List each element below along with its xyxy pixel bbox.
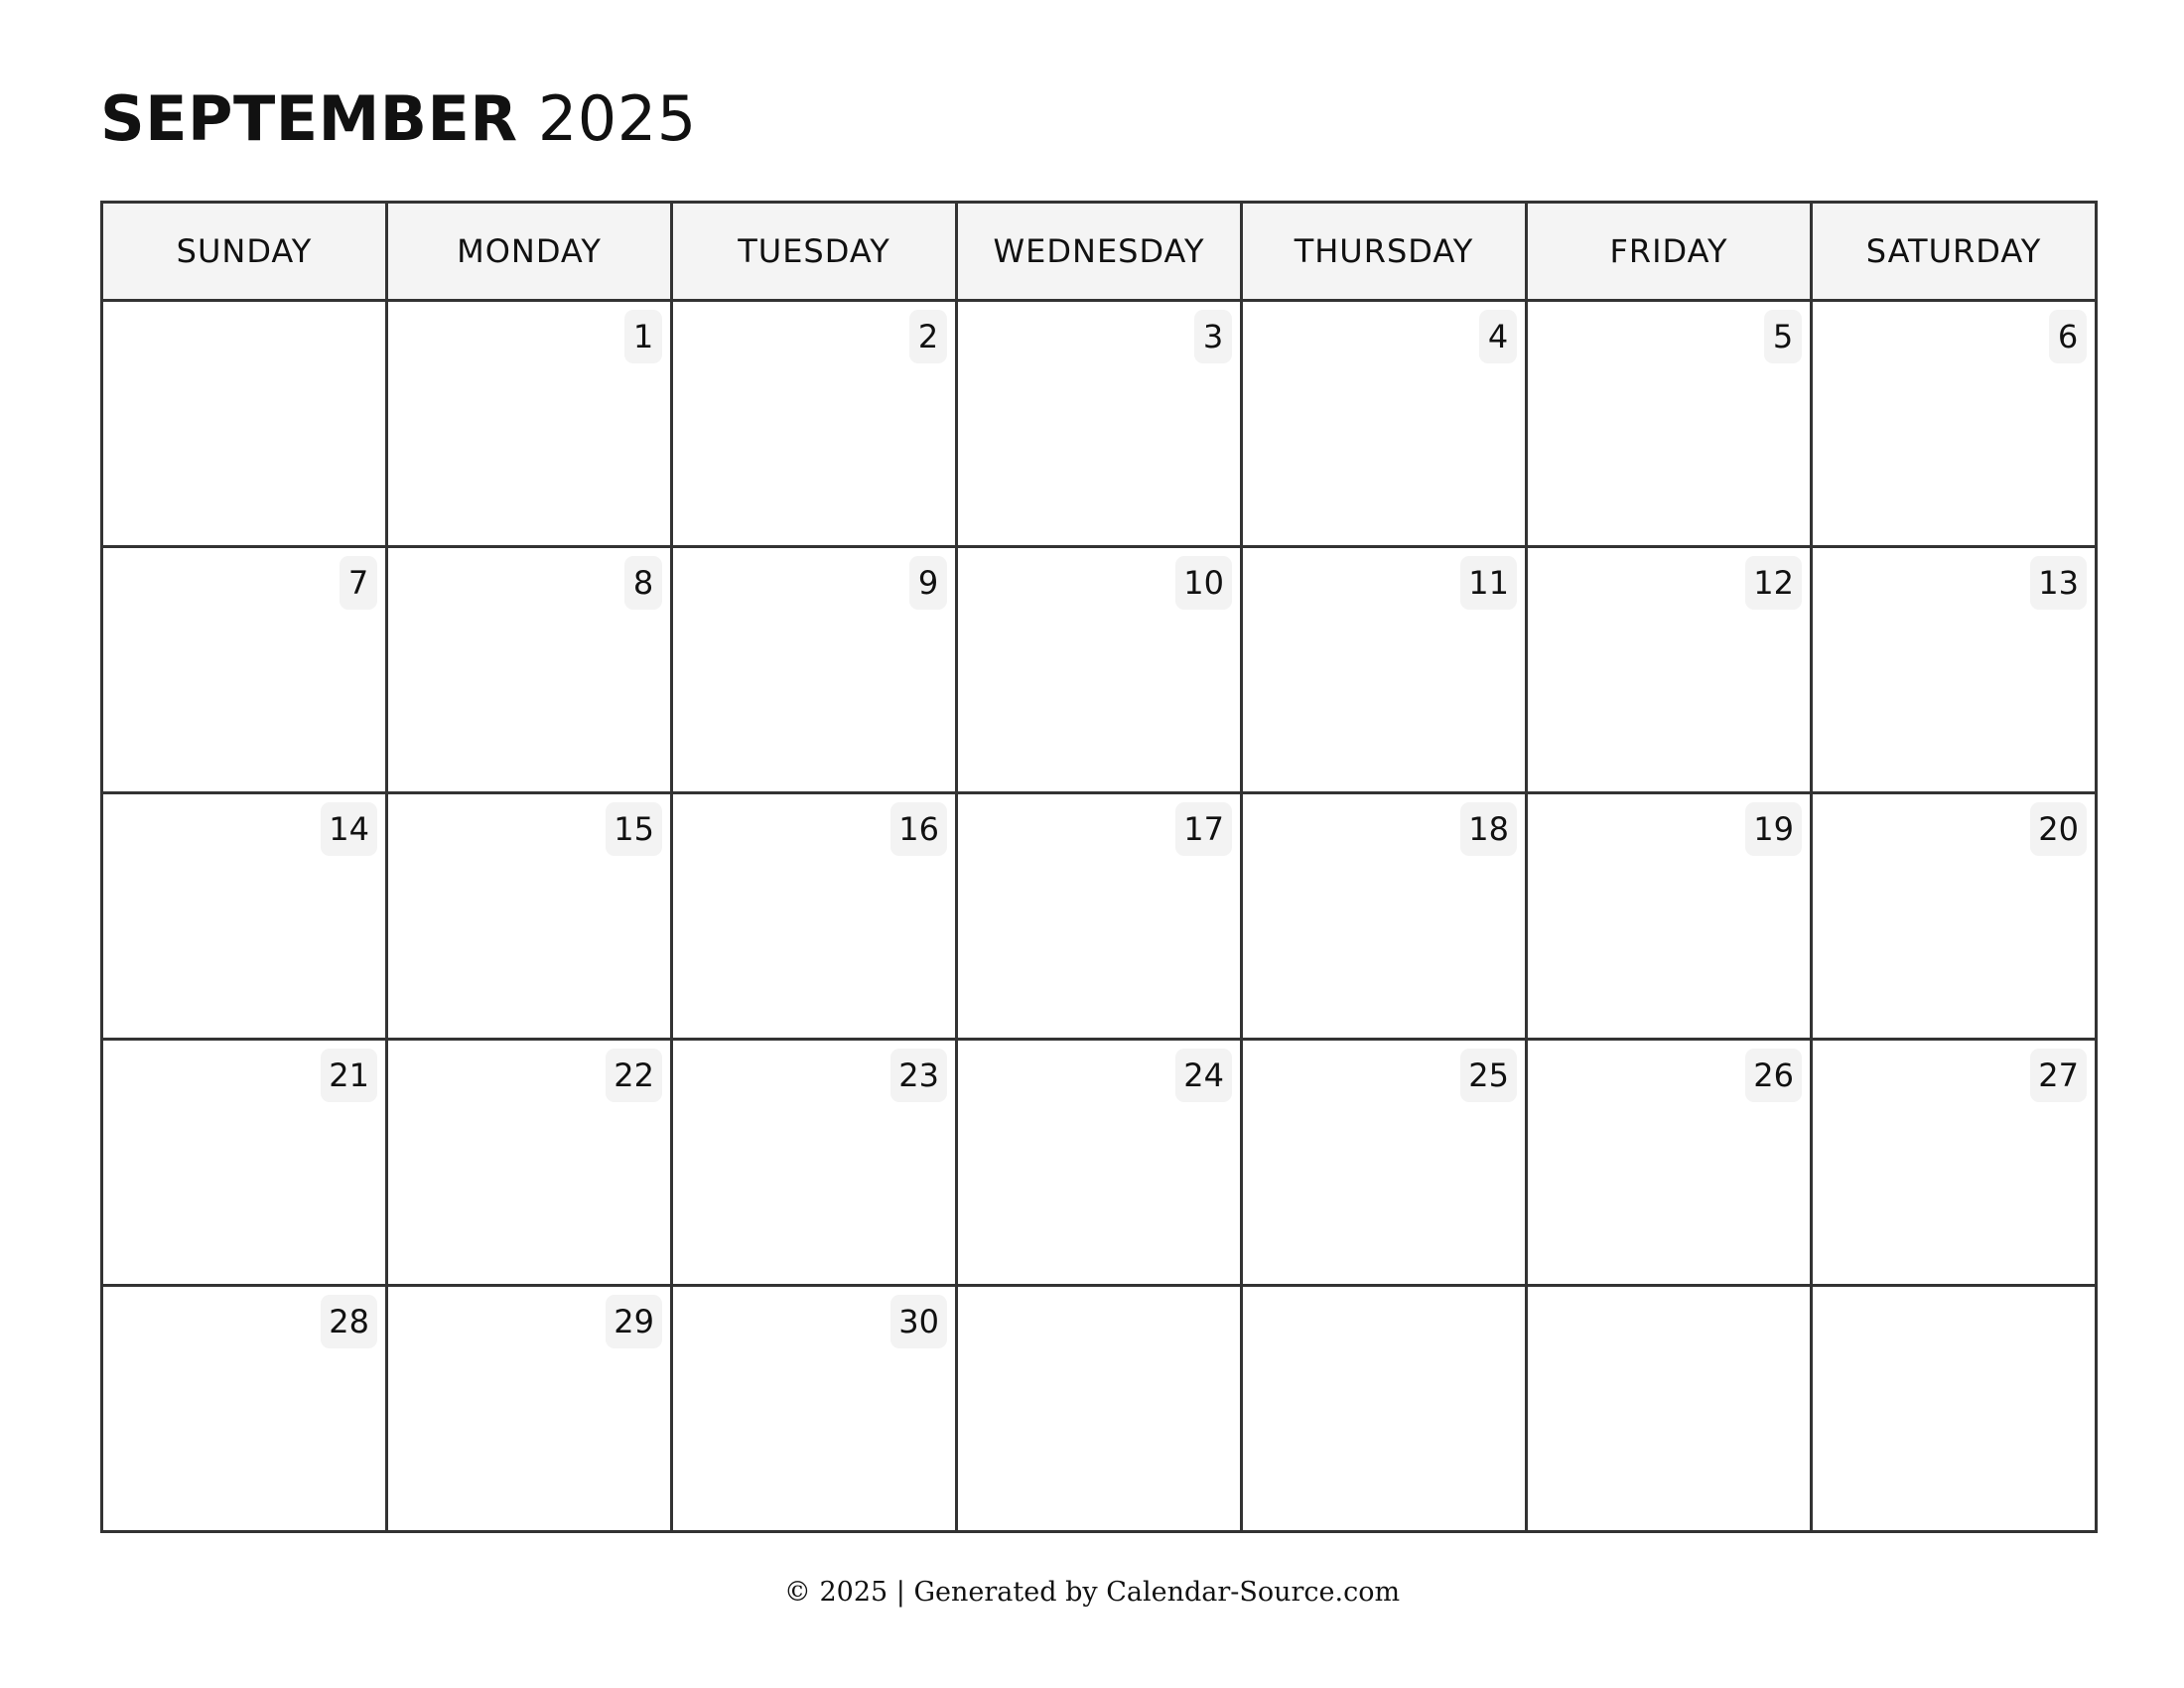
day-cell[interactable] [673, 794, 958, 1041]
month-calendar-grid [100, 201, 2098, 1533]
date-number: 6 [2049, 310, 2087, 363]
day-cell[interactable] [103, 548, 388, 794]
day-cell[interactable] [1528, 1287, 1813, 1533]
date-number: 30 [890, 1295, 947, 1348]
day-cell[interactable] [673, 548, 958, 794]
weekday-thursday: THURSDAY [1243, 204, 1528, 302]
day-cell[interactable] [1813, 1287, 2098, 1533]
date-number: 4 [1479, 310, 1517, 363]
date-number: 17 [1175, 802, 1232, 856]
date-number: 27 [2030, 1049, 2087, 1102]
day-cell[interactable] [958, 302, 1243, 548]
date-number: 8 [624, 556, 662, 610]
day-cell[interactable] [1813, 302, 2098, 548]
weekday-monday: MONDAY [388, 204, 673, 302]
date-number: 14 [321, 802, 377, 856]
day-cell[interactable] [388, 302, 673, 548]
date-number: 19 [1745, 802, 1802, 856]
day-cell[interactable] [1243, 548, 1528, 794]
day-cell[interactable] [1243, 1287, 1528, 1533]
day-cell[interactable] [958, 1287, 1243, 1533]
day-cell[interactable] [1813, 548, 2098, 794]
day-cell[interactable] [103, 1287, 388, 1533]
day-cell[interactable] [1528, 548, 1813, 794]
day-cell[interactable] [1528, 1041, 1813, 1287]
date-number: 15 [606, 802, 662, 856]
day-cell[interactable] [673, 302, 958, 548]
weekday-friday: FRIDAY [1528, 204, 1813, 302]
date-number: 18 [1460, 802, 1517, 856]
day-cell[interactable] [1813, 1041, 2098, 1287]
day-cell[interactable] [388, 794, 673, 1041]
date-number: 2 [909, 310, 947, 363]
day-cell[interactable] [1243, 1041, 1528, 1287]
weekday-saturday: SATURDAY [1813, 204, 2098, 302]
date-number: 7 [340, 556, 377, 610]
date-number: 16 [890, 802, 947, 856]
page-title [100, 79, 697, 159]
day-cell[interactable] [673, 1041, 958, 1287]
day-cell[interactable] [1528, 302, 1813, 548]
date-number: 21 [321, 1049, 377, 1102]
weekday-sunday: SUNDAY [103, 204, 388, 302]
date-number: 25 [1460, 1049, 1517, 1102]
day-cell[interactable] [388, 1287, 673, 1533]
day-cell[interactable] [1243, 302, 1528, 548]
footer-credit: © 2025 | Generated by Calendar-Source.com [783, 1577, 1401, 1608]
day-cell[interactable] [1243, 794, 1528, 1041]
date-number: 24 [1175, 1049, 1232, 1102]
day-cell[interactable] [958, 794, 1243, 1041]
day-cell[interactable] [1528, 794, 1813, 1041]
date-number: 12 [1745, 556, 1802, 610]
date-number: 1 [624, 310, 662, 363]
weekday-wednesday: WEDNESDAY [958, 204, 1243, 302]
weeks-grid [103, 302, 2098, 1533]
date-number: 26 [1745, 1049, 1802, 1102]
day-cell[interactable] [1813, 794, 2098, 1041]
day-cell[interactable] [103, 1041, 388, 1287]
day-cell[interactable] [388, 548, 673, 794]
date-number: 22 [606, 1049, 662, 1102]
day-cell[interactable] [103, 794, 388, 1041]
date-number: 23 [890, 1049, 947, 1102]
date-number: 5 [1764, 310, 1802, 363]
date-number: 13 [2030, 556, 2087, 610]
date-number: 28 [321, 1295, 377, 1348]
date-number: 29 [606, 1295, 662, 1348]
weekday-header-row [103, 204, 2098, 302]
day-cell[interactable] [958, 1041, 1243, 1287]
title-year: 2025 [537, 82, 697, 155]
day-cell[interactable] [103, 302, 388, 548]
date-number: 3 [1194, 310, 1232, 363]
day-cell[interactable] [388, 1041, 673, 1287]
date-number: 11 [1460, 556, 1517, 610]
weekday-tuesday: TUESDAY [673, 204, 958, 302]
day-cell[interactable] [673, 1287, 958, 1533]
date-number: 9 [909, 556, 947, 610]
date-number: 10 [1175, 556, 1232, 610]
date-number: 20 [2030, 802, 2087, 856]
title-month: SEPTEMBER [100, 82, 518, 155]
day-cell[interactable] [958, 548, 1243, 794]
